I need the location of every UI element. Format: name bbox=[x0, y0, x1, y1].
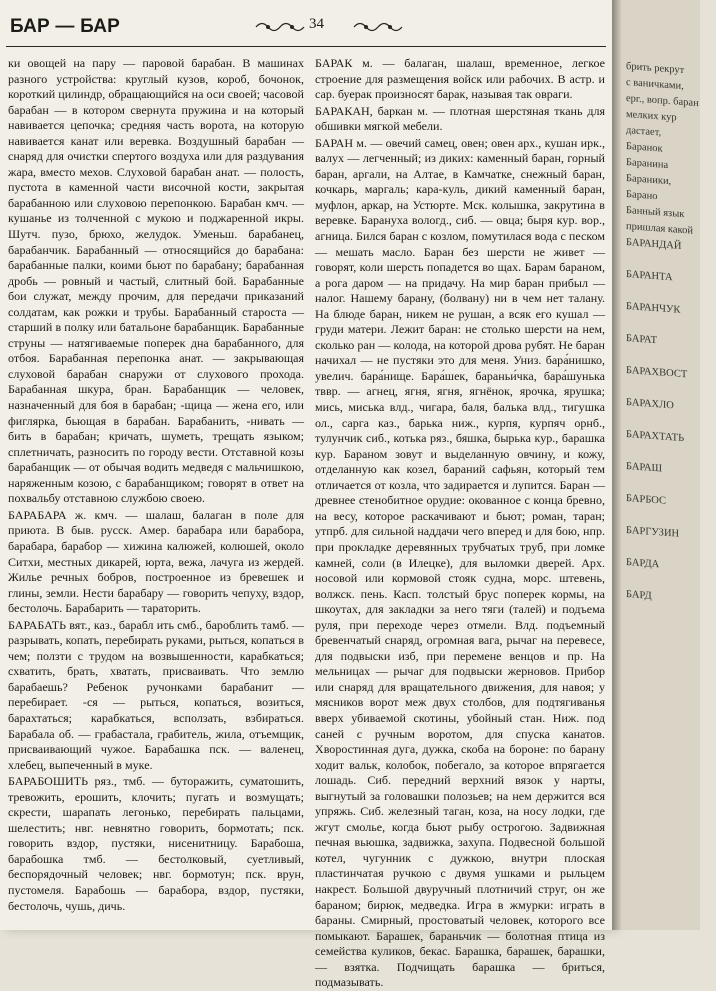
right-column bbox=[315, 56, 605, 990]
facing-page-fragment: Банный язык bbox=[626, 205, 685, 221]
facing-page-fragment: БАРАТ bbox=[626, 333, 658, 347]
left-ornament-icon bbox=[254, 20, 310, 34]
facing-page-fragment: мелких кур bbox=[626, 109, 677, 124]
entry-barak: БАРАК м. — балаган, шалаш, временное, легкое строение для размещения войск или рабочих. В астр. и сар. буерак произносят барак, называя так овраги. bbox=[315, 56, 605, 102]
entry-text: ки овощей на пару — паровой барабан. В машинах разного устройства: круглый кузов, короб, бочонок, короткий цилиндр, обращающийся на оси своей; часовой барабан — в котором свернута пружина и на который навивается цепочка; средняя часть ворота, на которую навивается канат или веревка. Воздушный барабан — снаряд для очистки спертого воздуха или для раздувания жара, вместо мехов. Слуховой барабан анат. — полость, пустота в каменной части височной кости, закрытая барабанною или слуховою перепонкою. Барабан кмч. — кушанье из толченной с мукою и поджаренной икры. Шутч. пузо, брюхо, желудок. Уменьш. барабанец, барабанчик. Барабанный — относящийся до барабана: барабанные палки, коими бьют по барабану; барабанная дробь — ровный и частый, слитный бой. Барабанные бои служат, между прочим, для передачи приказаний солдатам, как рожки и трубы. Барабанный староста — старший в полку или батальоне барабанщик. Барабанные струны — натягиваемые поперек дна барабанного, для отбоя. Барабанная перепонка анат. — закрывающая слуховой барабан снаружи от слухового прохода. Барабанная шкура, бран. Барабанщик — человек, назначенный для боя в барабан; -щица — жена его, или фигляpка, бьющая в барабан. Барабанить, -нивать — бить в барабан; кричать, шуметь, трещать языком; сплетничать, разносить по городу вести. Отставной козы барабанщик — от обычая водить медведя с мальчишкою, наряженным козою, с барабанщиком; говорят в ответ на похвальбу отставною службою своею. bbox=[8, 56, 304, 506]
facing-page-fragment: ерг., вопр. баран bbox=[626, 93, 699, 110]
entry-barabara: БАРАБАРА ж. кмч. — шалаш, балаган в поле для приюта. В быв. русск. Амер. барабара или барабора, барабара, барабор — хижина калюжей, колюшей, около Ситхи, местных дикарей, юрта, вежа, лачуга из жердей. Жилье речных бобров, построенное из бревешек и глины, земли. Нести барабару — говорить чепуху, вздор, бестолочь. Барабарить — тараторить. bbox=[8, 507, 304, 616]
facing-page-fragment: дастает, bbox=[626, 125, 662, 139]
header-rule bbox=[6, 46, 606, 47]
facing-page-fragments bbox=[626, 60, 716, 626]
facing-page-edge bbox=[612, 0, 700, 930]
page-header bbox=[6, 14, 606, 44]
facing-page-fragment: БАРГУЗИН bbox=[626, 525, 680, 540]
facing-page-fragment: БАРД bbox=[626, 589, 652, 602]
facing-page-fragment: Баранина bbox=[626, 157, 669, 171]
facing-page-fragment: с ваничками, bbox=[626, 77, 684, 93]
entry-barabat: БАРАБАТЬ вят., каз., барабл ить смб., бароблить тамб. — разрывать, копать, перебирать руками, рыться, копаться в чем; ползти с трудом на возвышенности, карабкаться; схватить, брать, хватать, присваивать. Что землю барабаешь? Ребенок ручонками барабанит — перебирает. -ся — рыться, копаться, возиться, барахтаться; карабкаться, всползать, взбираться. Барабала об. — грабастала, грабитель, жила, отъемщик, присваивающий чужое. Барабашка пск. — валенец, хлебец, выпеченный в муке. bbox=[8, 617, 304, 772]
entry-baraboshit: БАРАБОШИТЬ ряз., тмб. — буторажить, суматошить, тревожить, ерошить, клочить; пугать и возмущать; скрести, шарапать легонько, перебирать пальцами, шелестить; нвг. невнятно говорить, бормотать; пск. говорить вздор, пустяки, нисенитницу. Барабоша, барабошка тмб. — бестолковый, суетливый, беспорядочный человек; нвг. бормотун; пск. врун, пустомеля. Барабошь — барабора, вздор, пустяки, бестолочь, чушь, дичь. bbox=[8, 774, 304, 913]
entry-baran: БАРАН м. — овечий самец, овен; овен арх., кушан ирк., валух — легченный; из диких: каменный баран, горный баран, аргали, на Алтае, в Камчатке, снежный баран, кочкарь, маргаль; кара-куль, дикий каменный баран, муфлон, аркар, на Устюрте. Мск. колышка, закрутина в веревке. Барануха вологд., сиб. — овца; быря кур. вор., агница. Бился баран с козлом, помутилася вода с песком — мешать масло. Баран без шерсти не живет — говорят, коли шерсть попадется во щах. Барам бараном, а рога даром — на придачу. На мир баран прибыл — налог. Нашему барану, (болвану) ни в чем нет талану. На блюде баран, никем не рушан, а всяк его кушал — груди матери. Лежит баран: не столько шерсти на нем, сколько ран — колода, на которой дрова рубят. Не баран начихал — не пустяки это для меня. Униз. бара́нишко, увелич. бара́нище. Бара́шек, бараньи́чка, бара́шунька тввр. — агнец, ягня, ягня, ягнёнок, ярочка, ярушка; мись, миська влд., чигара, баля, балька влд., тигушка ол., сарга каз., барька ниж., курпя, курпяч орнб., тулунчик сиб., котька ряз., бяшка, бырька кур., барашка кур. Бараном зовут и выделанную овчину, и кожу, отделанную как козел, бараний сафьян, который тем отличается от козла, что задирается и лупится. Баран — древнее стенобитное орудие: окованное с конца бревно, на весу, которое раскачивают и бьют; роман, таран; утпрб. для сильной наддачи чего вперед и для бою, нпр. при прокладке деревянных трубчатых труб, при ломке камней, соли (в Илецке), для выломки дверей. Арх. носовой или кормовой стояк судна, морс. штевень, волжск. пень. Касп. толстый брус поперек кормы, на шкоутах, для закладки за него тяги (талей) и подъема руля, при переходе через отмели. Влд. подъемный бревенчатый снаряд, огромная вага, рычаг на перевесе, для подвыски изб, при перемене венцов и пр. На мельницах — рычаг для подвыски жерновов. Прибор или снаряд для вращательного движения, для навоя; у мясников ворот меж двух столбов, для подтягиванья вверх убиваемой скотины, убойный стан. Ниж. под саней с ручным воротом, для спуска канатов. Хворостинная дуга, дужка, скоба на бороне: по барану ходит вальк, колобок, побегало, за которое впрягается лошадь. Сиб. передний верхний вязок у нарты, выгнутый за головашки полозьев; на нем держится вся упряжь. Сиб. железный таган, коза, на носу лодки, где жгут смолье, когда бьют рыбу острогою. Задвижная печная вьюшка, задвижка, захупа. Подвесной большой котел, чугунник с дужкою, внутри плоская пластинчатая ручкою с двумя ушками и рыльцем накрест. Большой двуручный плотничий струг, он же бараном; бирюк, медведка. Игра в жмурки: играть в бараны. Смирный, простоватый человек, которого все помыкают. Барашек, бараньчик — болотная птица из семейства куликов, бекас. Барашка, барашек, барашки, — взятка. Подчищать барашка — бриться, подмазывать. bbox=[315, 135, 605, 990]
facing-page-fragment: Барано bbox=[626, 189, 658, 203]
facing-page-fragment: БАРАХВОСТ bbox=[626, 365, 688, 381]
facing-page-fragment: БАРАНТА bbox=[626, 269, 673, 284]
facing-page-fragment: БАРАНДАЙ bbox=[626, 237, 682, 252]
facing-page-fragment: БАРАНЧУК bbox=[626, 301, 681, 316]
facing-page-fragment: БАРАШ bbox=[626, 461, 663, 475]
page-number: 34 bbox=[309, 16, 324, 32]
entry-barakan: БАРАКАН, баркан м. — плотная шерстяная ткань для обшивки мягкой мебели. bbox=[315, 103, 605, 134]
facing-page-fragment: Бараники, bbox=[626, 173, 672, 188]
facing-page-fragment: БАРАХТАТЬ bbox=[626, 429, 685, 445]
right-ornament-icon bbox=[348, 20, 404, 34]
facing-page-fragment: брить рекрут bbox=[626, 61, 685, 77]
facing-page-fragment: БАРАХЛО bbox=[626, 397, 674, 412]
left-column bbox=[8, 56, 304, 924]
facing-page-fragment: пришлая какой bbox=[626, 221, 693, 237]
running-head: БАР — БАР bbox=[10, 16, 121, 37]
facing-page-fragment: БАРБОС bbox=[626, 493, 666, 507]
facing-page-fragment: Баранок bbox=[626, 141, 663, 155]
facing-page-fragment: БАРДА bbox=[626, 557, 660, 571]
